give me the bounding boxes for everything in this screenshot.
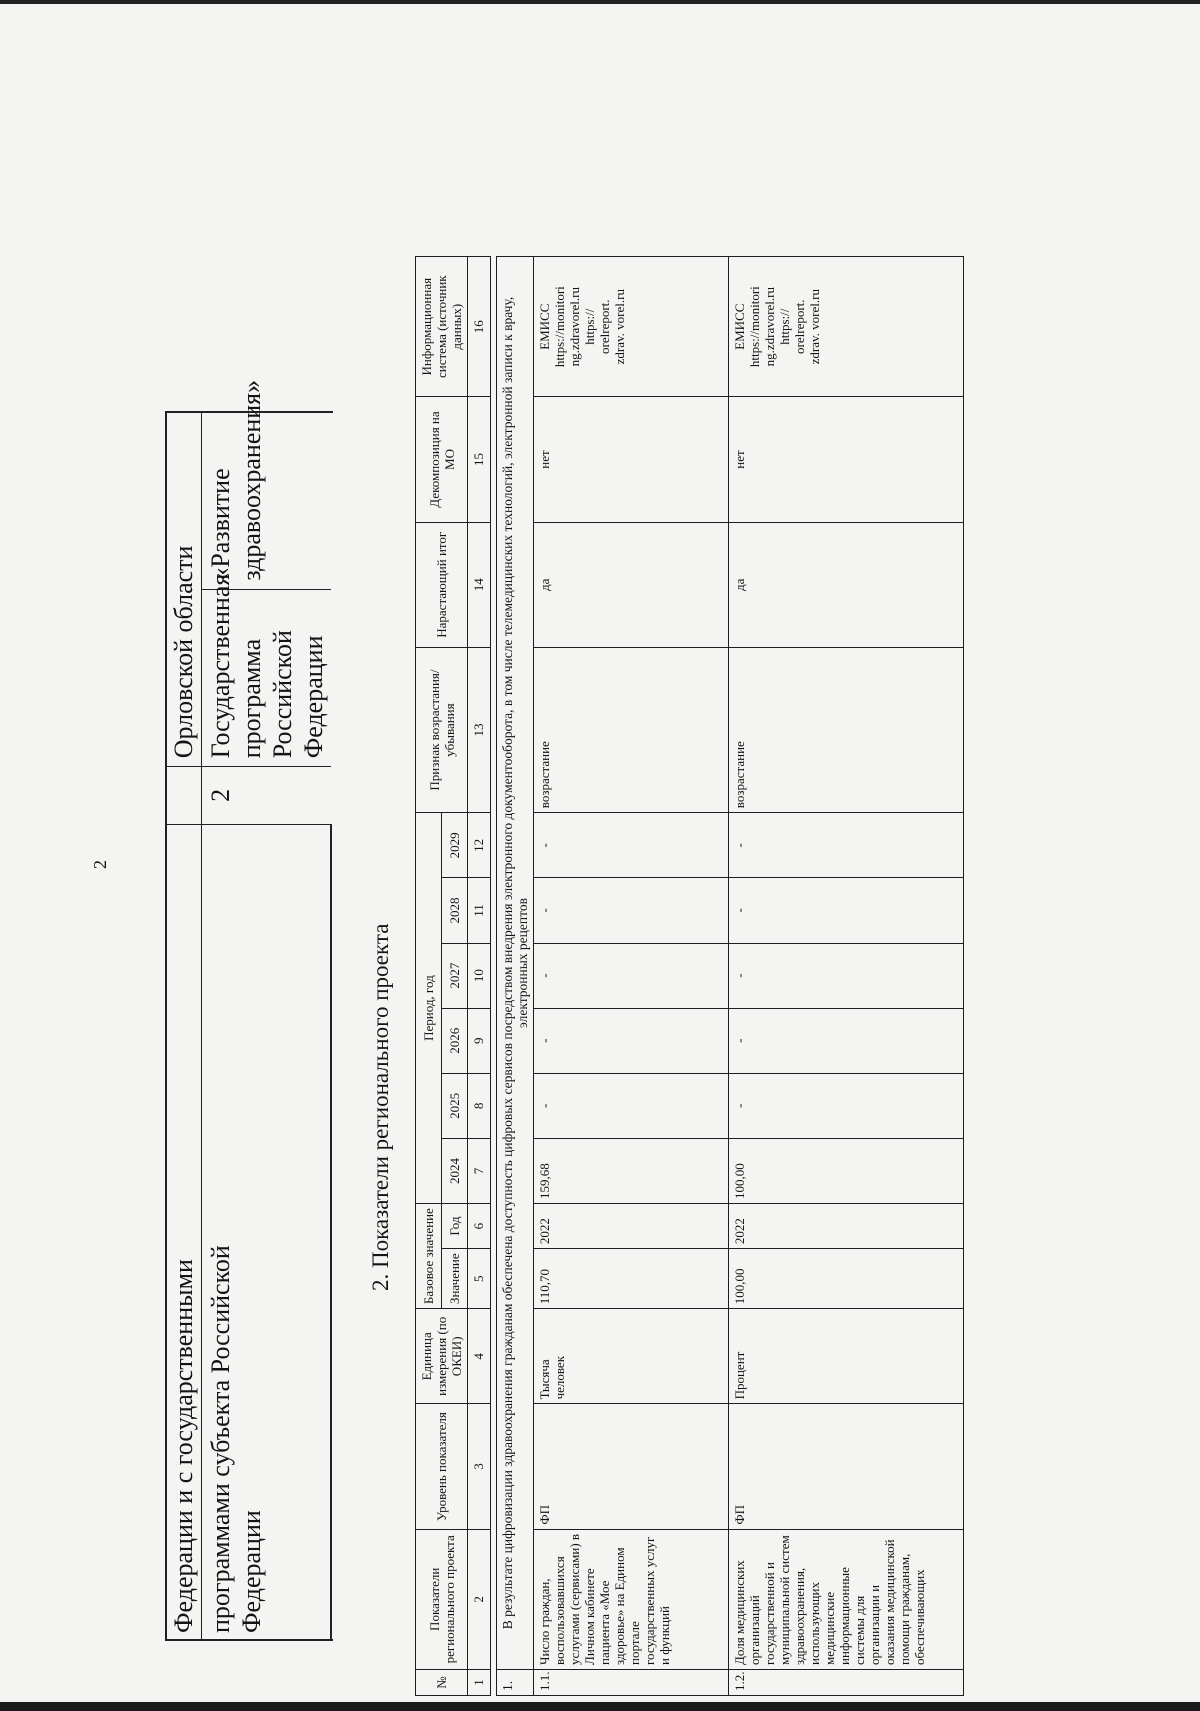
header-block xyxy=(165,379,332,1641)
column-number: 5 xyxy=(468,1249,491,1309)
header-year-2027: 2027 xyxy=(442,943,468,1008)
rotated-page-content xyxy=(0,171,1100,1711)
row-value-2026: - xyxy=(534,1008,729,1073)
column-number: 4 xyxy=(468,1309,491,1404)
row-info-system: ЕМИСС https://monitori ng.zdravorel.ru https:// orelreport. zdrav. vorel.ru xyxy=(729,257,964,397)
header-mark: 2 xyxy=(202,767,332,824)
row-number: 1.2. xyxy=(729,1669,964,1695)
goal-number: 1. xyxy=(497,1669,534,1695)
column-number: 8 xyxy=(468,1073,491,1138)
column-number: 6 xyxy=(468,1204,491,1249)
row-decomposition: нет xyxy=(729,397,964,522)
header-region: Орловской области xyxy=(165,412,202,767)
column-number: 9 xyxy=(468,1008,491,1073)
header-year-2028: 2028 xyxy=(442,878,468,943)
column-number: 7 xyxy=(468,1138,491,1203)
row-level: ФП xyxy=(534,1404,729,1529)
scan-edge-bottom xyxy=(0,1702,1200,1711)
header-period: Период, год xyxy=(416,813,442,1204)
header-info-system: Информационная система (источник данных) xyxy=(416,257,468,397)
row-number: 1.1. xyxy=(534,1669,729,1695)
header-base: Базовое значение xyxy=(416,1204,442,1309)
goal-text: В результате цифровизации здравоохранения гражданам обеспечена доступность цифровых сервисов посредством внедрения электронного документооборота, в том числе телемедицинских технологий, электронной записи к врачу, электронных рецептов xyxy=(497,257,534,1670)
header-left-line1: Федерации и с государственными xyxy=(165,824,202,1641)
row-value-2028: - xyxy=(534,878,729,943)
row-value-2026: - xyxy=(729,1008,964,1073)
row-cumulative: да xyxy=(534,522,729,647)
header-program-name: «Развитие здравоохранения» xyxy=(206,379,266,581)
header-year-2025: 2025 xyxy=(442,1073,468,1138)
column-number: 10 xyxy=(468,943,491,1008)
row-indicator: Число граждан, воспользовавшихся услугами (сервисами) в Личном кабинете пациента «Мое здоровье» на Едином портале государственных услуг и функций xyxy=(534,1529,729,1669)
row-sign: возрастание xyxy=(729,647,964,812)
row-unit: Тысяча человек xyxy=(534,1309,729,1404)
row-indicator: Доля медицинских организаций государственной и муниципальной систем здравоохранения, использующих медицинские информационные системы для организации и оказания медицинской помощи гражданам, обеспечивающих xyxy=(729,1529,964,1669)
column-number: 1 xyxy=(468,1669,491,1695)
header-indicator: Показатели регионального проекта xyxy=(416,1529,468,1669)
row-sign: возрастание xyxy=(534,647,729,812)
header-unit: Единица измерения (по ОКЕИ) xyxy=(416,1309,468,1404)
column-number: 12 xyxy=(468,813,491,878)
row-unit: Процент xyxy=(729,1309,964,1404)
row-value-2029: - xyxy=(534,813,729,878)
header-left-line2: программами субъекта Российской xyxy=(206,1245,235,1633)
table-row xyxy=(534,257,729,1696)
section-title: 2. Показатели регионального проекта xyxy=(368,923,393,1291)
row-decomposition: нет xyxy=(534,397,729,522)
row-cumulative: да xyxy=(729,522,964,647)
row-base-year: 2022 xyxy=(729,1204,964,1249)
header-sign: Признак возрастания/убывания xyxy=(416,647,468,812)
header-year-2026: 2026 xyxy=(442,1008,468,1073)
column-number: 2 xyxy=(468,1529,491,1669)
row-value-2028: - xyxy=(729,878,964,943)
row-info-system: ЕМИСС https://monitori ng.zdravorel.ru https:// orelreport. zdrav. vorel.ru xyxy=(534,257,729,397)
header-base-year: Год xyxy=(442,1204,468,1249)
header-left-rest xyxy=(202,824,332,1641)
column-number: 16 xyxy=(468,257,491,397)
table-row xyxy=(729,257,964,1696)
header-cumulative: Нарастающий итог xyxy=(416,522,468,647)
row-value-2024: 159,68 xyxy=(534,1138,729,1203)
header-year-2029: 2029 xyxy=(442,813,468,878)
row-value-2024: 100,00 xyxy=(729,1138,964,1203)
row-value-2025: - xyxy=(729,1073,964,1138)
header-year-2024: 2024 xyxy=(442,1138,468,1203)
column-number: 3 xyxy=(468,1404,491,1529)
row-base-value: 110,70 xyxy=(534,1249,729,1309)
header-program-type: Государственная программа Российской Федерации xyxy=(202,589,332,767)
row-value-2025: - xyxy=(534,1073,729,1138)
column-number: 15 xyxy=(468,397,491,522)
column-number: 14 xyxy=(468,522,491,647)
header-level: Уровень показателя xyxy=(416,1404,468,1529)
page-number: 2 xyxy=(90,860,110,869)
row-value-2027: - xyxy=(534,943,729,1008)
row-base-year: 2022 xyxy=(534,1204,729,1249)
indicators-table xyxy=(415,256,964,1696)
column-number: 13 xyxy=(468,647,491,812)
header-no: № xyxy=(416,1669,468,1695)
scan-edge-top xyxy=(0,0,1200,4)
column-number: 11 xyxy=(468,878,491,943)
header-left-line3: Федерации xyxy=(237,1510,266,1633)
row-value-2029: - xyxy=(729,813,964,878)
header-decomposition: Декомпозиция на МО xyxy=(416,397,468,522)
row-base-value: 100,00 xyxy=(729,1249,964,1309)
row-value-2027: - xyxy=(729,943,964,1008)
row-level: ФП xyxy=(729,1404,964,1529)
header-base-value: Значение xyxy=(442,1249,468,1309)
